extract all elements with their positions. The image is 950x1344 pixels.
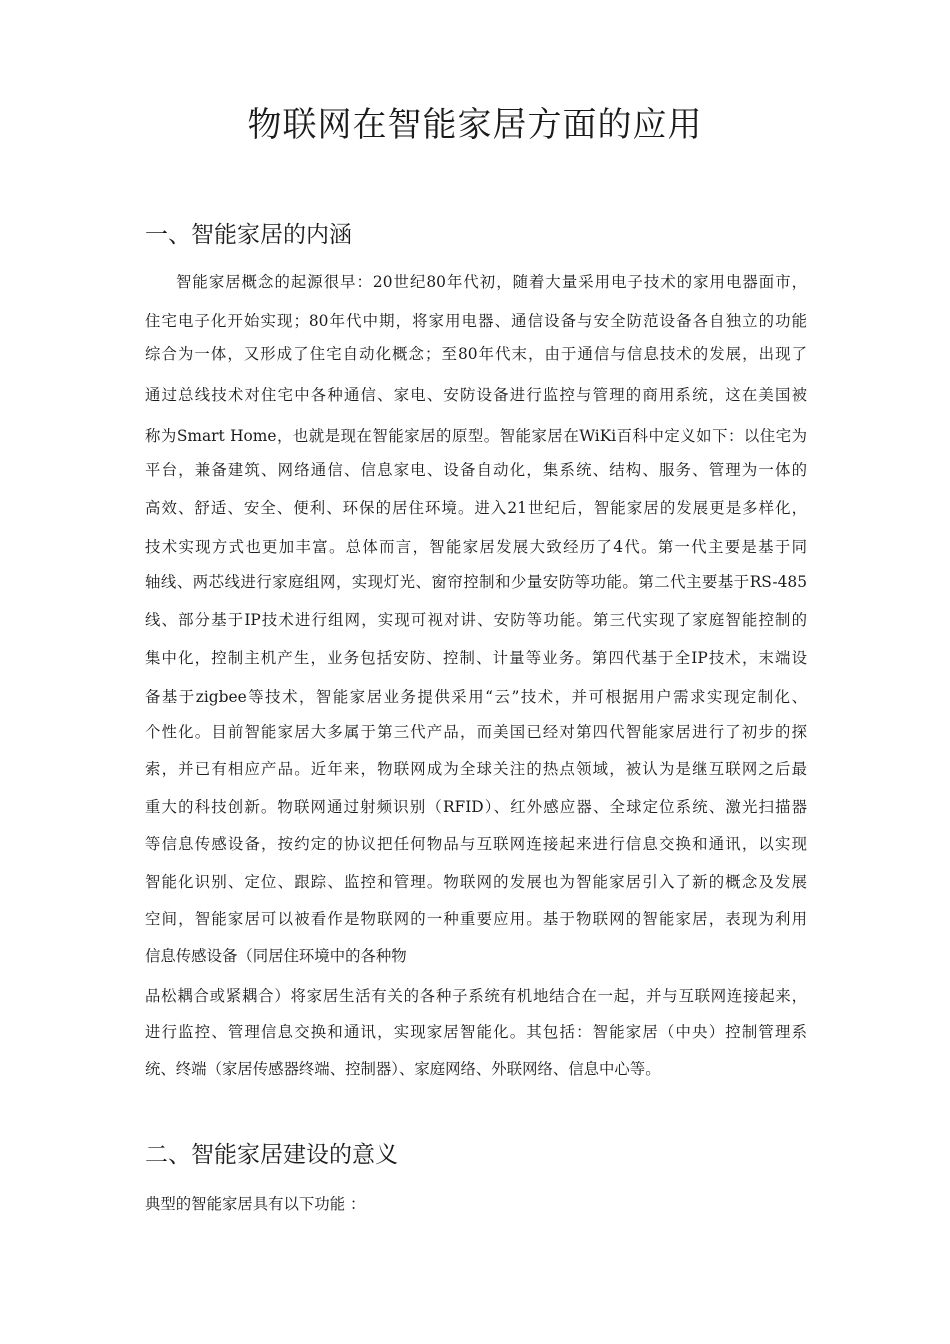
body-line: 等信息传感设备，按约定的协议把任何物品与互联网连接起来进行信息交换和通讯，以实现 [145, 835, 807, 853]
body-line: 进行监控、管理信息交换和通讯，实现家居智能化。其包括：智能家居（中央）控制管理系 [145, 1023, 807, 1041]
section-heading-1: 一、智能家居的内涵 [145, 222, 352, 248]
body-line: 称为Smart Home，也就是现在智能家居的原型。智能家居在WiKi百科中定义如下：以住宅为 [145, 427, 807, 445]
body-line: 高效、舒适、安全、便利、环保的居住环境。进入21世纪后，智能家居的发展更是多样化， [145, 499, 807, 517]
body-line: 通过总线技术对住宅中各种通信、家电、安防设备进行监控与管理的商用系统，这在美国被 [145, 386, 807, 404]
body-line: 集中化，控制主机产生，业务包括安防、控制、计量等业务。第四代基于全IP技术，末端设 [145, 649, 807, 667]
section-2-intro: 典型的智能家居具有以下功能 ： [145, 1195, 366, 1213]
body-line: 平台，兼备建筑、网络通信、信息家电、设备自动化，集系统、结构、服务、管理为一体的 [145, 461, 807, 479]
body-line: 住宅电子化开始实现；80年代中期，将家用电器、通信设备与安全防范设备各自独立的功能 [145, 312, 807, 330]
section-heading-2: 二、智能家居建设的意义 [145, 1142, 398, 1168]
page-title: 物联网在智能家居方面的应用 [247, 105, 703, 145]
body-line: 备基于zigbee等技术，智能家居业务提供采用“云”技术，并可根据用户需求实现定制化、 [145, 688, 807, 706]
body-line: 个性化。目前智能家居大多属于第三代产品，而美国已经对第四代智能家居进行了初步的探 [145, 723, 807, 741]
body-line: 索，并已有相应产品。近年来，物联网成为全球关注的热点领域，被认为是继互联网之后最 [145, 760, 807, 778]
body-line: 技术实现方式也更加丰富。总体而言，智能家居发展大致经历了4代。第一代主要是基于同 [145, 538, 807, 556]
body-line: 智能化识别、定位、跟踪、监控和管理。物联网的发展也为智能家居引入了新的概念及发展 [145, 873, 807, 891]
body-line: 信息传感设备（同居住环境中的各种物 [145, 947, 407, 965]
body-line: 统、终端（家居传感器终端、控制器）、家庭网络、外联网络、信息中心等。 [145, 1060, 661, 1078]
body-line: 重大的科技创新。物联网通过射频识别（RFID）、红外感应器、全球定位系统、激光扫描器 [145, 798, 807, 816]
body-line: 线、部分基于IP技术进行组网，实现可视对讲、安防等功能。第三代实现了家庭智能控制的 [145, 611, 807, 629]
body-line: 空间，智能家居可以被看作是物联网的一种重要应用。基于物联网的智能家居，表现为利用 [145, 910, 807, 928]
body-line: 品松耦合或紧耦合）将家居生活有关的各种子系统有机地结合在一起，并与互联网连接起来， [145, 987, 807, 1005]
body-line: 智能家居概念的起源很早：20世纪80年代初，随着大量采用电子技术的家用电器面市， [176, 273, 807, 291]
body-line: 轴线、两芯线进行家庭组网，实现灯光、窗帘控制和少量安防等功能。第二代主要基于RS-485 [145, 573, 807, 591]
body-line: 综合为一体，又形成了住宅自动化概念；至80年代末，由于通信与信息技术的发展，出现了 [145, 345, 807, 363]
